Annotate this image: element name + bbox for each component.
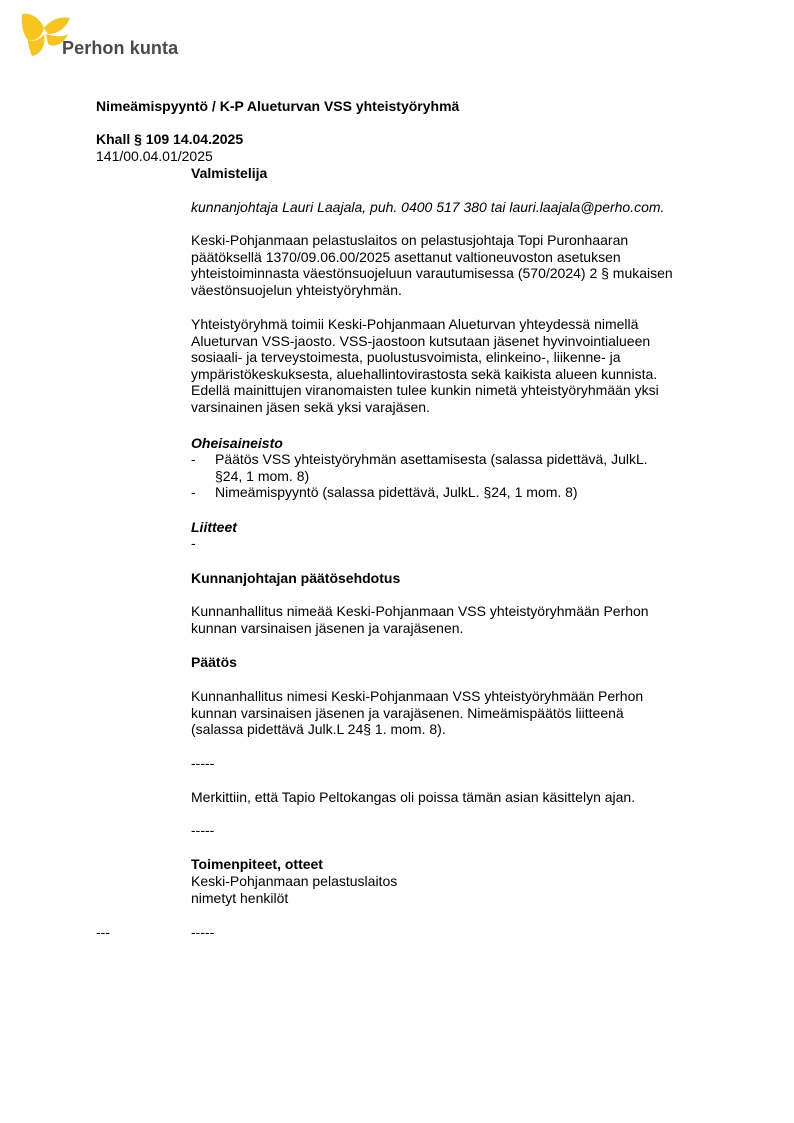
list-item-line: Päätös VSS yhteistyöryhmän asettamisesta (salassa pidettävä, JulkL.	[215, 451, 648, 467]
footer-separator-left: ---	[96, 924, 110, 940]
separator: -----	[191, 822, 215, 838]
document-title: Nimeämispyyntö / K-P Alueturvan VSS yhteistyöryhmä	[96, 98, 460, 114]
list-dash: -	[191, 451, 196, 467]
separator: -----	[191, 755, 215, 771]
decision-heading: Päätös	[191, 654, 237, 670]
footer-separator-right: -----	[191, 924, 215, 940]
brand-name: Perhon kunta	[62, 38, 179, 58]
paragraph-line: väestönsuojelun yhteistyöryhmän.	[191, 281, 402, 298]
actions-list	[191, 873, 711, 906]
list-item	[191, 484, 711, 501]
supporting-material-heading: Oheisaineisto	[191, 435, 283, 451]
absence-note: Merkittiin, että Tapio Peltokangas oli poissa tämän asian käsittelyn ajan.	[191, 789, 636, 805]
supporting-material-list	[191, 451, 711, 501]
appendices-value: -	[191, 535, 196, 551]
paragraph-line: päätöksellä 1370/09.06.00/2025 asettanut valtioneuvoston asetuksen	[191, 248, 621, 265]
list-item-line: Nimeämispyyntö (salassa pidettävä, JulkL. §24, 1 mom. 8)	[215, 484, 578, 501]
paragraph-line: Yhteistyöryhmä toimii Keski-Pohjanmaan Alueturvan yhteydessä nimellä	[191, 316, 639, 332]
meeting-reference: Khall § 109 14.04.2025	[96, 131, 244, 147]
preparer-contact: kunnanjohtaja Lauri Laajala, puh. 0400 517 380 tai lauri.laajala@perho.com.	[191, 199, 665, 215]
paragraph-line: Kunnanhallitus nimesi Keski-Pohjanmaan VSS yhteistyöryhmään Perhon	[191, 688, 644, 704]
decision-text	[191, 688, 711, 738]
paragraph-line: varsinainen jäsen sekä yksi varajäsen.	[191, 398, 430, 415]
perho-logo	[20, 10, 190, 62]
paragraph-1	[191, 232, 711, 298]
case-number: 141/00.04.01/2025	[96, 148, 213, 164]
paragraph-line: sosiaali- ja terveystoimesta, puolustusvoimista, elinkeino-, liikenne- ja	[191, 349, 621, 366]
paragraph-line: kunnan varsinaisen jäsenen ja varajäsenen. Nimeämispäätös liitteenä	[191, 704, 624, 721]
paragraph-line: yhteistoiminnasta väestönsuojeluun varautumisessa (570/2024) 2 § mukaisen	[191, 265, 673, 282]
list-item	[191, 451, 711, 484]
paragraph-line: Edellä mainittujen viranomaisten tulee kunkin nimetä yhteistyöryhmään yksi	[191, 382, 659, 399]
actions-heading: Toimenpiteet, otteet	[191, 856, 323, 872]
proposal-text	[191, 603, 711, 636]
appendices-heading: Liitteet	[191, 519, 237, 535]
paragraph-2	[191, 316, 711, 416]
action-recipient: Keski-Pohjanmaan pelastuslaitos	[191, 873, 398, 889]
paragraph-line: (salassa pidettävä Julk.L 24§ 1. mom. 8).	[191, 721, 446, 738]
paragraph-line: kunnan varsinaisen jäsenen ja varajäsenen.	[191, 619, 464, 636]
paragraph-line: Kunnanhallitus nimeää Keski-Pohjanmaan VSS yhteistyöryhmään Perhon	[191, 603, 649, 619]
paragraph-line: Keski-Pohjanmaan pelastuslaitos on pelastusjohtaja Topi Puronhaaran	[191, 232, 629, 248]
list-item-line: §24, 1 mom. 8)	[215, 467, 310, 484]
preparer-heading: Valmistelija	[191, 165, 268, 181]
paragraph-line: Alueturvan VSS-jaosto. VSS-jaostoon kutsutaan jäsenet hyvinvointialueen	[191, 332, 651, 349]
paragraph-line: ympäristökeskuksesta, aluehallintovirastosta sekä kaikista alueen kunnista.	[191, 365, 658, 382]
proposal-heading: Kunnanjohtajan päätösehdotus	[191, 570, 401, 586]
list-dash: -	[191, 484, 196, 501]
action-recipient: nimetyt henkilöt	[191, 889, 289, 906]
